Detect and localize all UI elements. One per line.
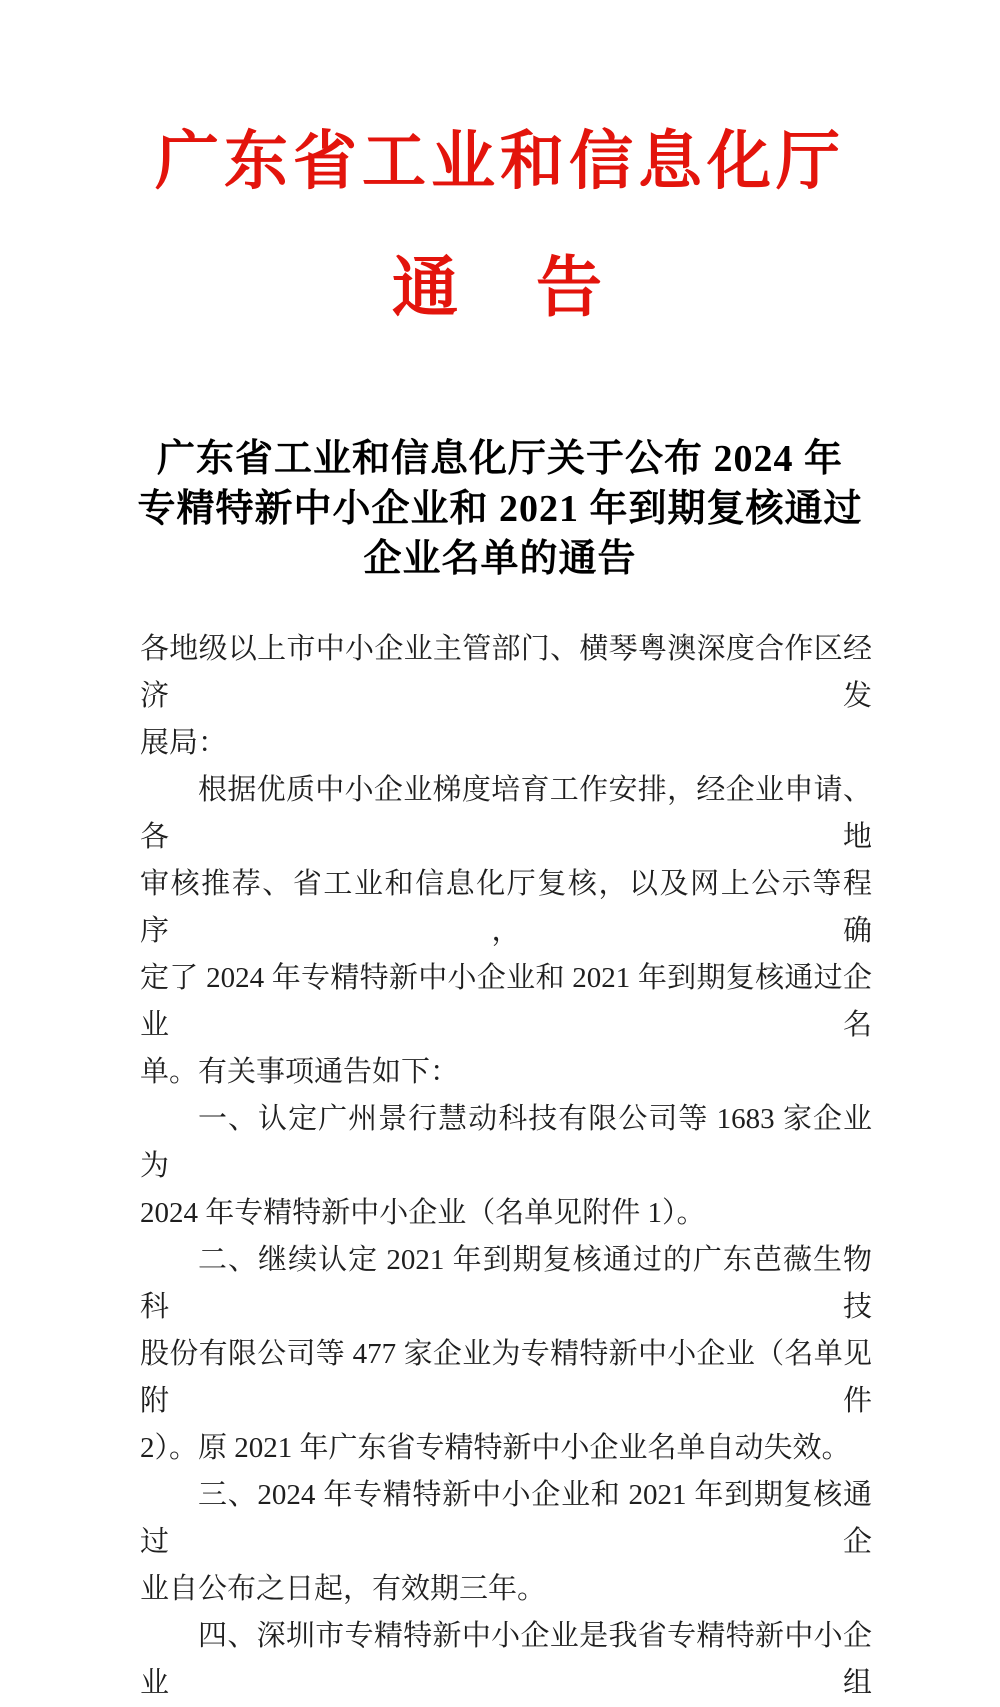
body-line-item-4: 四、深圳市专精特新中小企业是我省专精特新中小企业组 (140, 1620, 872, 1699)
body-line-intro: 根据优质中小企业梯度培育工作安排，经企业申请、各地 (140, 774, 872, 853)
body-line-intro: 定了 2024 年专精特新中小企业和 2021 年到期复核通过企业名 (140, 962, 872, 1041)
document-title-line: 企业名单的通告 (363, 538, 637, 580)
body-line-item-3: 业自公布之日起，有效期三年。 (140, 1573, 547, 1605)
body-line-intro: 单。有关事项通告如下： (140, 1056, 460, 1088)
document-title-line: 广东省工业和信息化厅关于公布 2024 年 (156, 438, 843, 480)
body-line-item-2: 2）。原 2021 年广东省专精特新中小企业名单自动失效。 (140, 1432, 851, 1464)
body-line-item-2: 股份有限公司等 477 家企业为专精特新中小企业（名单见附件 (140, 1338, 872, 1417)
org-name-heading: 广东省工业和信息化厅 (155, 126, 845, 197)
body-line-salutation: 展局： (140, 727, 228, 759)
document-title (120, 434, 880, 584)
body-line-salutation: 各地级以上市中小企业主管部门、横琴粤澳深度合作区经济发 (140, 633, 872, 712)
body-line-intro: 审核推荐、省工业和信息化厅复核，以及网上公示等程序，确 (140, 868, 872, 947)
document-title-line: 专精特新中小企业和 2021 年到期复核通过 (137, 488, 863, 530)
body-line-item-1: 2024 年专精特新中小企业（名单见附件 1）。 (140, 1197, 706, 1229)
doc-type-heading: 通 告 (392, 252, 608, 325)
body-text (140, 626, 872, 1707)
body-line-item-1: 一、认定广州景行慧动科技有限公司等 1683 家企业为 (140, 1103, 872, 1182)
body-line-item-3: 三、2024 年专精特新中小企业和 2021 年到期复核通过企 (140, 1479, 872, 1558)
body-line-item-2: 二、继续认定 2021 年到期复核通过的广东芭薇生物科技 (140, 1244, 872, 1323)
